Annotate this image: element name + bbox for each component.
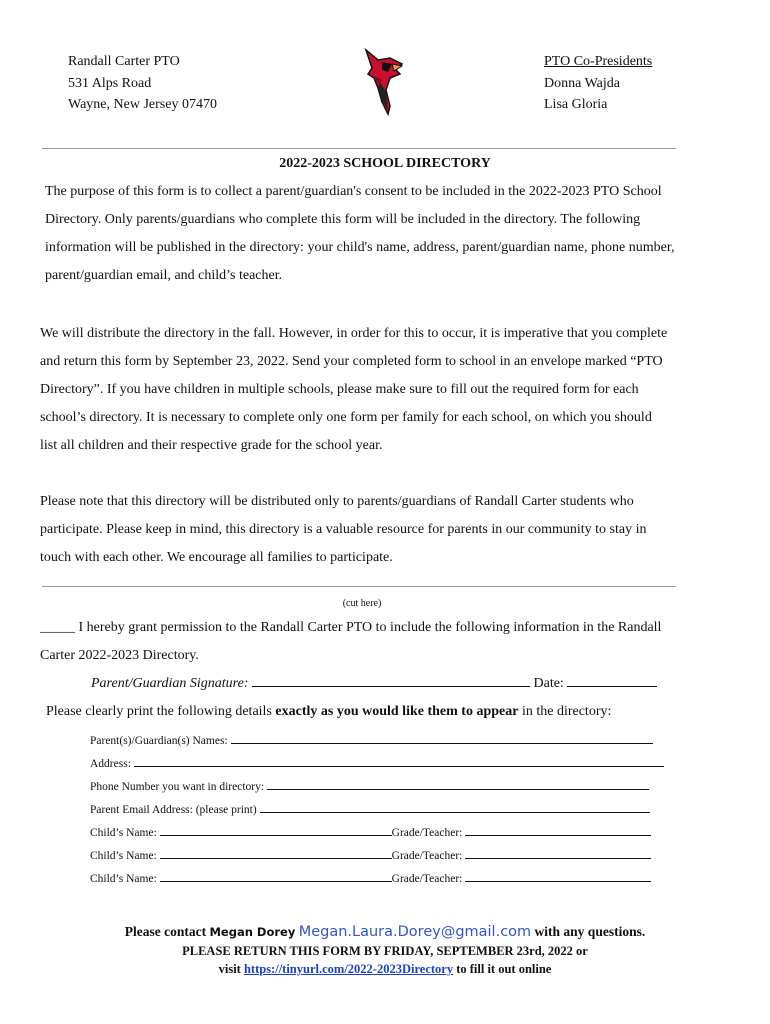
paragraph-line: school’s directory. It is necessary to complete only one form per family for each school, on which you should [40,410,652,425]
email-field-row [90,802,650,818]
cut-here-label: (cut here) [342,598,382,609]
email-input[interactable] [260,802,650,813]
grade-teacher-label: Grade/Teacher: [391,873,463,885]
child-name-label: Child’s Name: [90,850,157,862]
child-field-row [90,825,651,841]
org-name: Randall Carter PTO [68,54,180,69]
co-president-name: Lisa Gloria [544,97,608,112]
paragraph-line: touch with each other. We encourage all families to participate. [40,550,393,565]
address-input[interactable] [134,756,664,767]
paragraph-line: participate. Please keep in mind, this directory is a valuable resource for parents in our community to stay in [40,522,647,537]
return-deadline: PLEASE RETURN THIS FORM BY FRIDAY, SEPTEMBER 23rd, 2022 or [182,944,588,958]
child-name-input[interactable] [160,825,392,836]
page-title: 2022-2023 SCHOOL DIRECTORY [279,156,491,171]
header-divider [42,148,676,149]
names-field-row [90,733,653,749]
child-field-row [90,848,651,864]
contact-suffix: with any questions. [531,924,646,939]
co-presidents-block [544,51,652,116]
cardinal-bird-icon [360,48,406,116]
names-input[interactable] [231,733,653,744]
instructions-text: in the directory: [518,704,612,719]
address-field-row [90,756,664,772]
child-field-row [90,871,651,887]
child-name-input[interactable] [160,871,392,882]
street-address: 531 Alps Road [68,75,152,91]
cut-line [42,586,676,587]
print-instructions [46,704,611,720]
signature-label: Parent/Guardian Signature: [91,676,249,691]
school-address-block [68,51,217,116]
address-label: Address: [90,758,131,770]
paragraph-line: Please note that this directory will be distributed only to parents/guardians of Randall Carter students who [40,494,634,509]
paragraph-line: information will be published in the directory: your child's name, address, parent/guardian name, phone number, [45,240,675,255]
contact-email-link[interactable]: Megan.Laura.Dorey@gmail.com [298,924,532,940]
date-label: Date: [533,676,564,691]
signature-row [91,676,657,692]
paragraph-line: Directory. Only parents/guardians who complete this form will be included in the directory. The following [45,212,641,227]
email-label: Parent Email Address: (please print) [90,804,257,816]
grade-teacher-label: Grade/Teacher: [391,850,463,862]
permission-statement [40,614,661,670]
paragraph-line: The purpose of this form is to collect a parent/guardian's consent to be included in the 2022-2023 PTO School [45,184,662,199]
grade-teacher-input[interactable] [465,871,651,882]
signature-field[interactable] [252,685,530,687]
contact-line [0,924,770,940]
contact-prefix: Please contact [124,924,210,939]
paragraph-line: list all children and their respective grade for the school year. [40,438,383,453]
visit-suffix: to fill it out online [453,962,552,976]
child-name-label: Child’s Name: [90,873,157,885]
contact-name: Megan Dorey [209,925,296,939]
permission-line: Carter 2022-2023 Directory. [40,648,199,663]
instructions-text: Please clearly print the following details [46,704,276,719]
paragraph-line: We will distribute the directory in the fall. However, in order for this to occur, it is imperative that you complete [40,326,668,341]
grade-teacher-label: Grade/Teacher: [391,827,463,839]
grade-teacher-input[interactable] [465,825,651,836]
phone-label: Phone Number you want in directory: [90,781,265,793]
online-form-link[interactable]: https://tinyurl.com/2022-2023Directory [243,962,454,976]
visit-prefix: visit [218,962,244,976]
instructions-emphasis: exactly as you would like them to appear [275,704,519,719]
grade-teacher-input[interactable] [465,848,651,859]
paragraph-line: Directory”. If you have children in multiple schools, please make sure to fill out the required form for each [40,382,639,397]
note-paragraph [40,488,647,572]
city-address: Wayne, New Jersey 07470 [68,97,217,112]
child-name-input[interactable] [160,848,392,859]
permission-line[interactable]: _____ I hereby grant permission to the Randall Carter PTO to include the following information in the Randall [40,620,662,635]
paragraph-line: parent/guardian email, and child’s teacher. [45,268,283,283]
phone-input[interactable] [267,779,649,790]
co-presidents-label: PTO Co-Presidents [544,54,653,69]
phone-field-row [90,779,649,795]
paragraph-line: and return this form by September 23, 2022. Send your completed form to school in an envelope marked “PTO [40,354,663,369]
names-label: Parent(s)/Guardian(s) Names: [90,735,228,747]
child-name-label: Child’s Name: [90,827,157,839]
purpose-paragraph [45,178,674,290]
date-field[interactable] [567,685,657,687]
visit-line [0,962,770,977]
co-president-name: Donna Wajda [544,75,620,91]
distribution-paragraph [40,320,667,460]
